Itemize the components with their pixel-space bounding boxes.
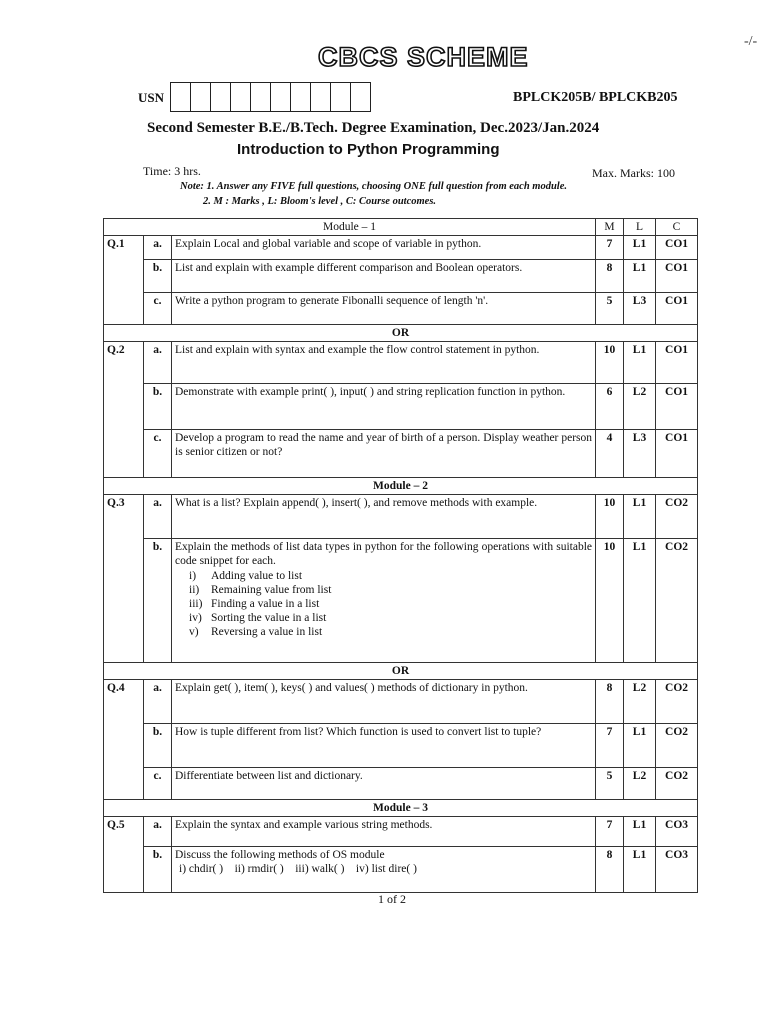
question-row <box>104 293 698 325</box>
level-value: L2 <box>624 384 656 430</box>
level-value: L1 <box>624 495 656 539</box>
marks-value: 10 <box>596 342 624 384</box>
question-number: Q.2 <box>104 342 144 478</box>
usn-digit-box <box>310 82 330 112</box>
level-value: L2 <box>624 680 656 724</box>
co-value: CO3 <box>656 847 698 893</box>
col-header-c: C <box>656 219 698 236</box>
sub-item-list <box>189 569 592 639</box>
usn-digit-box <box>350 82 371 112</box>
question-text-main: Explain the methods of list data types in python for the following operations with suitable code snippet for each. <box>175 541 593 567</box>
question-row <box>104 680 698 724</box>
usn-digit-box <box>210 82 230 112</box>
part-label: a. <box>144 817 172 847</box>
module-title: Module – 3 <box>104 800 698 817</box>
module-header-row <box>104 478 698 495</box>
question-row <box>104 342 698 384</box>
co-value: CO1 <box>656 342 698 384</box>
sub-item: i) Adding value to list <box>189 570 303 582</box>
question-number: Q.1 <box>104 236 144 325</box>
module-header-row <box>104 219 698 236</box>
marks-value: 5 <box>596 293 624 325</box>
question-number: Q.5 <box>104 817 144 893</box>
usn-digit-box <box>230 82 250 112</box>
question-row <box>104 539 698 663</box>
usn-digit-box <box>290 82 310 112</box>
usn-label: USN <box>138 90 165 105</box>
question-row <box>104 236 698 260</box>
time-label: Time: 3 hrs. <box>143 164 201 178</box>
co-value: CO1 <box>656 260 698 293</box>
exam-title: Second Semester B.E./B.Tech. Degree Examination, Dec.2023/Jan.2024 <box>147 120 600 136</box>
part-label: a. <box>144 342 172 384</box>
marks-value: 8 <box>596 847 624 893</box>
co-value: CO1 <box>656 430 698 478</box>
usn-digit-box <box>270 82 290 112</box>
max-marks-label: Max. Marks: 100 <box>592 166 675 180</box>
or-row <box>104 325 698 342</box>
question-row <box>104 817 698 847</box>
question-text <box>172 539 596 663</box>
marks-value: 6 <box>596 384 624 430</box>
usn-digit-box <box>170 82 190 112</box>
module-header-row <box>104 800 698 817</box>
co-value: CO2 <box>656 724 698 768</box>
sub-item: iv) Sorting the value in a list <box>189 612 327 624</box>
level-value: L1 <box>624 847 656 893</box>
note-line-2: 2. M : Marks , L: Bloom's level , C: Course outcomes. <box>203 196 437 207</box>
level-value: L1 <box>624 724 656 768</box>
question-text: Explain Local and global variable and scope of variable in python. <box>172 236 596 260</box>
co-value: CO2 <box>656 768 698 800</box>
question-text: What is a list? Explain append( ), insert( ), and remove methods with example. <box>172 495 596 539</box>
subject-title: Introduction to Python Programming <box>237 141 500 158</box>
sub-item: ii) Remaining value from list <box>189 584 332 596</box>
co-value: CO3 <box>656 817 698 847</box>
level-value: L3 <box>624 293 656 325</box>
level-value: L1 <box>624 539 656 663</box>
level-value: L2 <box>624 768 656 800</box>
question-text: Develop a program to read the name and year of birth of a person. Display weather person is senior citizen or not? <box>172 430 596 478</box>
or-label: OR <box>104 663 698 680</box>
marks-value: 7 <box>596 236 624 260</box>
sub-item: v) Reversing a value in list <box>189 626 323 638</box>
question-text: List and explain with syntax and example the flow control statement in python. <box>172 342 596 384</box>
question-text: List and explain with example different comparison and Boolean operators. <box>172 260 596 293</box>
marks-value: 5 <box>596 768 624 800</box>
question-text: Explain the syntax and example various string methods. <box>172 817 596 847</box>
co-value: CO1 <box>656 384 698 430</box>
question-table <box>103 218 698 893</box>
sub-item: iii) Finding a value in a list <box>189 598 320 610</box>
co-value: CO1 <box>656 293 698 325</box>
usn-boxes <box>170 82 371 112</box>
part-label: b. <box>144 724 172 768</box>
level-value: L3 <box>624 430 656 478</box>
question-row <box>104 768 698 800</box>
module-title: Module – 1 <box>104 219 596 236</box>
part-label: c. <box>144 293 172 325</box>
part-label: a. <box>144 236 172 260</box>
or-row <box>104 663 698 680</box>
marks-value: 8 <box>596 680 624 724</box>
col-header-l: L <box>624 219 656 236</box>
page-number: 1 of 2 <box>378 892 406 906</box>
or-label: OR <box>104 325 698 342</box>
part-label: b. <box>144 260 172 293</box>
question-number: Q.4 <box>104 680 144 800</box>
part-label: b. <box>144 384 172 430</box>
part-label: b. <box>144 539 172 663</box>
question-row <box>104 430 698 478</box>
module-title: Module – 2 <box>104 478 698 495</box>
co-value: CO2 <box>656 680 698 724</box>
co-value: CO2 <box>656 539 698 663</box>
question-text: Write a python program to generate Fibonalli sequence of length 'n'. <box>172 293 596 325</box>
level-value: L1 <box>624 342 656 384</box>
marks-value: 7 <box>596 724 624 768</box>
note-line-1: Note: 1. Answer any FIVE full questions, choosing ONE full question from each module. <box>180 181 567 192</box>
question-row <box>104 847 698 893</box>
question-row <box>104 724 698 768</box>
marks-value: 10 <box>596 495 624 539</box>
marks-value: 4 <box>596 430 624 478</box>
marks-value: 8 <box>596 260 624 293</box>
part-label: c. <box>144 430 172 478</box>
part-label: b. <box>144 847 172 893</box>
paper-code: BPLCK205B/ BPLCKB205 <box>513 90 678 105</box>
level-value: L1 <box>624 260 656 293</box>
usn-digit-box <box>250 82 270 112</box>
question-text: Differentiate between list and dictionary. <box>172 768 596 800</box>
marks-value: 7 <box>596 817 624 847</box>
part-label: a. <box>144 495 172 539</box>
marks-value: 10 <box>596 539 624 663</box>
scheme-title: CBCS SCHEME <box>318 42 529 72</box>
co-value: CO2 <box>656 495 698 539</box>
usn-digit-box <box>330 82 350 112</box>
usn-digit-box <box>190 82 210 112</box>
co-value: CO1 <box>656 236 698 260</box>
part-label: c. <box>144 768 172 800</box>
part-label: a. <box>144 680 172 724</box>
question-text-main: Discuss the following methods of OS module <box>175 849 385 861</box>
question-row <box>104 260 698 293</box>
question-row <box>104 384 698 430</box>
level-value: L1 <box>624 817 656 847</box>
question-text: Demonstrate with example print( ), input( ) and string replication function in python. <box>172 384 596 430</box>
question-text: Explain get( ), item( ), keys( ) and values( ) methods of dictionary in python. <box>172 680 596 724</box>
question-subparts: i) chdir( ) ii) rmdir( ) iii) walk( ) iv) list dire( ) <box>179 863 417 875</box>
margin-mark: -/- <box>744 34 758 49</box>
question-text <box>172 847 596 893</box>
question-text: How is tuple different from list? Which function is used to convert list to tuple? <box>172 724 596 768</box>
question-row <box>104 495 698 539</box>
col-header-m: M <box>596 219 624 236</box>
level-value: L1 <box>624 236 656 260</box>
question-number: Q.3 <box>104 495 144 663</box>
